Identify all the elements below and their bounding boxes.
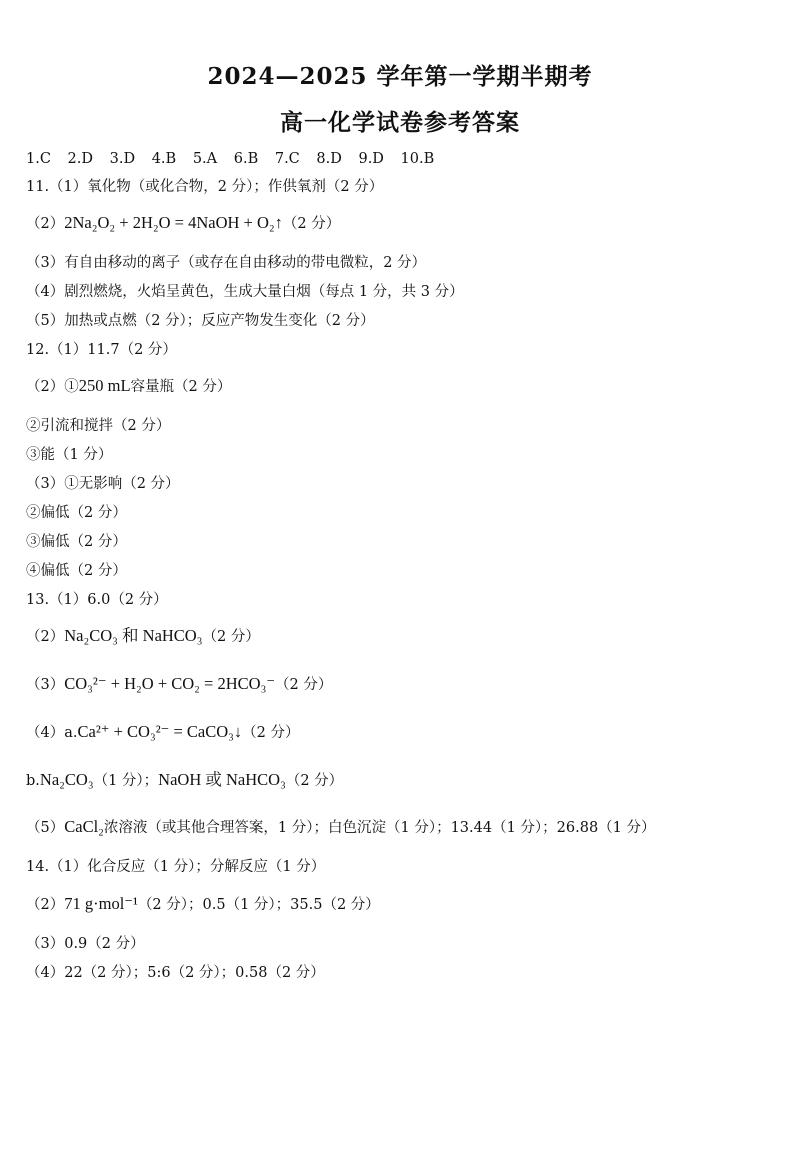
q13-6-rest: 浓溶液（或其他合理答案，1 分）；白色沉淀（1 分）；13.44（1 分）；26.88（1 分）	[103, 820, 656, 836]
exam-subtitle: 高一化学试卷参考答案	[280, 109, 520, 136]
q13-5-score: （2 分）	[285, 773, 344, 789]
q13-line-6	[26, 817, 656, 838]
mcq-answer: 4.B	[151, 151, 177, 167]
q11-line-2	[26, 213, 340, 234]
q12-line-6: ②偏低（2 分）	[26, 505, 127, 521]
q12-line-5: （3）①无影响（2 分）	[26, 476, 180, 492]
q14-2-rest: （2 分）；0.5（1 分）；35.5（2 分）	[137, 897, 380, 913]
q13-5-mid: （1 分）；	[93, 773, 159, 789]
q11-2-score: （2 分）	[282, 216, 341, 232]
q13-line-4	[26, 722, 300, 743]
q11-line-1: 11.（1）氧化物（或化合物，2 分）；作供氧剂（2 分）	[26, 179, 384, 195]
q11-line-4: （4）剧烈燃烧，火焰呈黄色，生成大量白烟（每点 1 分，共 3 分）	[26, 284, 464, 300]
q12-line-1: 12.（1）11.7（2 分）	[26, 342, 177, 358]
q14-line-4: （4）22（2 分）；5:6（2 分）；0.58（2 分）	[26, 965, 325, 981]
mcq-answer: 8.D	[316, 151, 342, 167]
mcq-answer: 5.A	[192, 151, 218, 167]
mcq-answer: 1.C	[26, 151, 51, 167]
q14-line-2	[26, 894, 380, 915]
q12-line-3: ②引流和搅拌（2 分）	[26, 418, 171, 434]
q13-line-1: 13.（1）6.0（2 分）	[26, 592, 168, 608]
q13-3-score: （2 分）	[275, 677, 333, 693]
q11-2-prefix: （2）	[26, 216, 65, 232]
q14-line-1: 14.（1）化合反应（1 分）；分解反应（1 分）	[26, 859, 326, 875]
q13-5-prefix: b.	[26, 773, 40, 789]
q11-line-3: （3）有自由移动的离子（或存在自由移动的带电微粒，2 分）	[26, 255, 427, 271]
q14-2-molar-mass: 71 g·mol⁻¹	[64, 894, 138, 913]
mcq-answer: 3.D	[109, 151, 136, 167]
q12-line-4: ③能（1 分）	[26, 447, 113, 463]
exam-title: 2024—2025 学年第一学期半期考	[207, 63, 593, 90]
mcq-answers	[26, 149, 446, 169]
q13-2-prefix: （2）	[26, 629, 65, 645]
q13-4-equation: Ca²⁺ + CO₃²⁻ = CaCO₃↓	[77, 722, 243, 741]
q12-2-volume: 250 mL	[78, 376, 131, 395]
q11-line-5: （5）加热或点燃（2 分）；反应产物发生变化（2 分）	[26, 313, 375, 329]
q13-6-formula: CaCl₂	[64, 817, 104, 836]
q12-2-prefix: （2）①	[26, 379, 79, 395]
q13-3-equation: CO₃²⁻ + H₂O + CO₂ = 2HCO₃⁻	[64, 674, 276, 693]
q14-2-prefix: （2）	[26, 897, 65, 913]
q13-line-2	[26, 626, 260, 647]
q13-5-formula-1: Na₂CO₃	[39, 770, 94, 789]
q13-line-3	[26, 674, 332, 695]
q12-line-8: ④偏低（2 分）	[26, 563, 127, 579]
q13-5-formula-2: NaOH 或 NaHCO₃	[158, 770, 286, 789]
q12-line-2	[26, 376, 231, 397]
q13-3-prefix: （3）	[26, 677, 65, 693]
q13-2-score: （2 分）	[202, 629, 260, 645]
q12-line-7: ③偏低（2 分）	[26, 534, 127, 550]
mcq-answer: 10.B	[400, 151, 435, 167]
mcq-answer: 2.D	[67, 151, 94, 167]
mcq-answer: 7.C	[274, 151, 300, 167]
q11-2-equation: 2Na₂O₂ + 2H₂O = 4NaOH + O₂↑	[64, 213, 283, 232]
q12-2-rest: 容量瓶（2 分）	[130, 379, 232, 395]
q13-line-5	[26, 770, 343, 791]
q14-line-3: （3）0.9（2 分）	[26, 936, 145, 952]
q13-6-prefix: （5）	[26, 820, 65, 836]
q13-2-formula: Na₂CO₃ 和 NaHCO₃	[64, 626, 203, 645]
q13-4-prefix: （4）a.	[26, 725, 78, 741]
mcq-answer: 9.D	[358, 151, 384, 167]
q13-4-score: （2 分）	[242, 725, 300, 741]
mcq-answer: 6.B	[233, 151, 259, 167]
